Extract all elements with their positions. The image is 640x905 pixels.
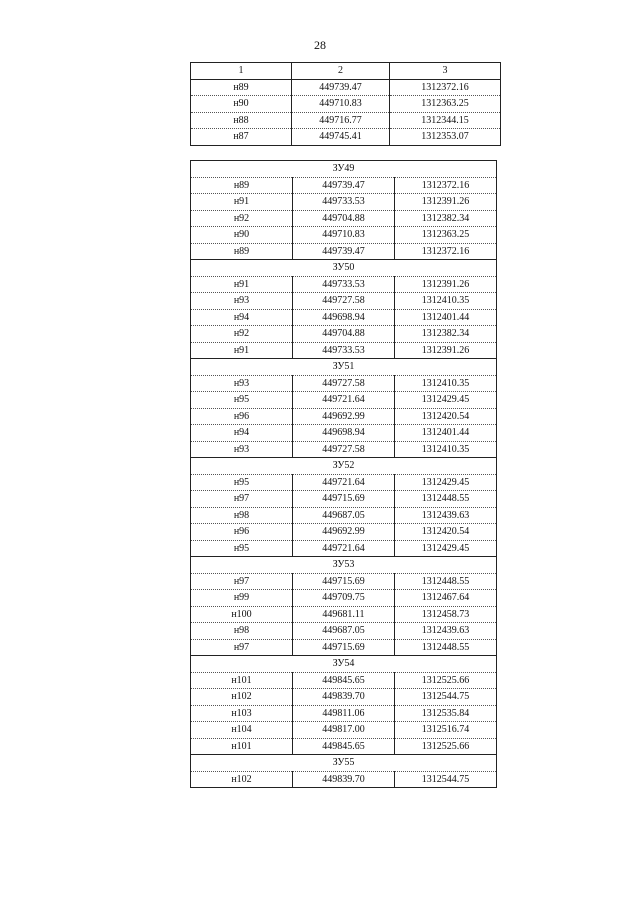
x-coordinate: 449704.88 <box>293 210 395 227</box>
point-label: н89 <box>191 243 293 260</box>
table-row <box>191 408 497 425</box>
point-label: н98 <box>191 507 293 524</box>
table-header-row <box>191 63 501 80</box>
x-coordinate: 449817.00 <box>293 722 395 739</box>
section-title: ЗУ50 <box>191 260 497 277</box>
page-number: 28 <box>314 38 326 52</box>
table-row <box>191 79 501 96</box>
y-coordinate: 1312382.34 <box>395 326 497 343</box>
section-title-row <box>191 656 497 673</box>
x-coordinate: 449715.69 <box>293 491 395 508</box>
x-coordinate: 449692.99 <box>293 408 395 425</box>
table-row <box>191 112 501 129</box>
point-label: н89 <box>191 79 292 96</box>
table-row <box>191 672 497 689</box>
section-title: ЗУ49 <box>191 161 497 178</box>
table-row <box>191 96 501 113</box>
point-label: н102 <box>191 771 293 788</box>
x-coordinate: 449739.47 <box>293 243 395 260</box>
x-coordinate: 449733.53 <box>293 342 395 359</box>
point-label: н97 <box>191 639 293 656</box>
y-coordinate: 1312382.34 <box>395 210 497 227</box>
x-coordinate: 449710.83 <box>293 227 395 244</box>
table-row <box>191 573 497 590</box>
point-label: н93 <box>191 441 293 458</box>
table-row <box>191 177 497 194</box>
point-label: н88 <box>191 112 292 129</box>
x-coordinate: 449715.69 <box>293 573 395 590</box>
y-coordinate: 1312448.55 <box>395 491 497 508</box>
y-coordinate: 1312448.55 <box>395 573 497 590</box>
x-coordinate: 449698.94 <box>293 309 395 326</box>
table-row <box>191 326 497 343</box>
point-label: н99 <box>191 590 293 607</box>
x-coordinate: 449721.64 <box>293 474 395 491</box>
section-title-row <box>191 359 497 376</box>
y-coordinate: 1312401.44 <box>395 425 497 442</box>
y-coordinate: 1312420.54 <box>395 408 497 425</box>
y-coordinate: 1312401.44 <box>395 309 497 326</box>
y-coordinate: 1312363.25 <box>395 227 497 244</box>
x-coordinate: 449745.41 <box>292 129 390 146</box>
y-coordinate: 1312516.74 <box>395 722 497 739</box>
x-coordinate: 449709.75 <box>293 590 395 607</box>
y-coordinate: 1312344.15 <box>390 112 501 129</box>
x-coordinate: 449811.06 <box>293 705 395 722</box>
land-plots-coordinates-table <box>190 160 497 788</box>
x-coordinate: 449727.58 <box>293 375 395 392</box>
y-coordinate: 1312391.26 <box>395 276 497 293</box>
point-label: н97 <box>191 573 293 590</box>
table-row <box>191 129 501 146</box>
y-coordinate: 1312525.66 <box>395 672 497 689</box>
x-coordinate: 449733.53 <box>293 194 395 211</box>
table-row <box>191 606 497 623</box>
table-row <box>191 276 497 293</box>
y-coordinate: 1312429.45 <box>395 540 497 557</box>
table-row <box>191 194 497 211</box>
x-coordinate: 449839.70 <box>293 771 395 788</box>
section-title-row <box>191 755 497 772</box>
point-label: н100 <box>191 606 293 623</box>
table-row <box>191 210 497 227</box>
x-coordinate: 449710.83 <box>292 96 390 113</box>
point-label: н93 <box>191 375 293 392</box>
point-label: н91 <box>191 276 293 293</box>
y-coordinate: 1312429.45 <box>395 474 497 491</box>
x-coordinate: 449845.65 <box>293 672 395 689</box>
column-header-1: 1 <box>191 63 292 80</box>
y-coordinate: 1312439.63 <box>395 623 497 640</box>
point-label: н104 <box>191 722 293 739</box>
table-row <box>191 243 497 260</box>
section-title-row <box>191 260 497 277</box>
section-title: ЗУ53 <box>191 557 497 574</box>
y-coordinate: 1312535.84 <box>395 705 497 722</box>
table-row <box>191 689 497 706</box>
table-row <box>191 375 497 392</box>
point-label: н89 <box>191 177 293 194</box>
table-row <box>191 507 497 524</box>
table-row <box>191 771 497 788</box>
coordinates-table-continued <box>190 62 501 146</box>
y-coordinate: 1312544.75 <box>395 771 497 788</box>
x-coordinate: 449727.58 <box>293 293 395 310</box>
table-row <box>191 738 497 755</box>
table-row <box>191 425 497 442</box>
table-row <box>191 491 497 508</box>
y-coordinate: 1312525.66 <box>395 738 497 755</box>
point-label: н96 <box>191 524 293 541</box>
point-label: н97 <box>191 491 293 508</box>
x-coordinate: 449839.70 <box>293 689 395 706</box>
point-label: н95 <box>191 474 293 491</box>
point-label: н91 <box>191 342 293 359</box>
point-label: н93 <box>191 293 293 310</box>
x-coordinate: 449698.94 <box>293 425 395 442</box>
y-coordinate: 1312448.55 <box>395 639 497 656</box>
point-label: н94 <box>191 425 293 442</box>
y-coordinate: 1312391.26 <box>395 342 497 359</box>
x-coordinate: 449687.05 <box>293 623 395 640</box>
section-title-row <box>191 557 497 574</box>
point-label: н95 <box>191 392 293 409</box>
column-header-3: 3 <box>390 63 501 80</box>
point-label: н92 <box>191 326 293 343</box>
y-coordinate: 1312420.54 <box>395 524 497 541</box>
point-label: н96 <box>191 408 293 425</box>
y-coordinate: 1312429.45 <box>395 392 497 409</box>
table-row <box>191 293 497 310</box>
table-row <box>191 590 497 607</box>
x-coordinate: 449721.64 <box>293 540 395 557</box>
point-label: н95 <box>191 540 293 557</box>
y-coordinate: 1312372.16 <box>395 177 497 194</box>
x-coordinate: 449687.05 <box>293 507 395 524</box>
table-row <box>191 639 497 656</box>
point-label: н94 <box>191 309 293 326</box>
section-title: ЗУ51 <box>191 359 497 376</box>
x-coordinate: 449692.99 <box>293 524 395 541</box>
column-header-2: 2 <box>292 63 390 80</box>
table-row <box>191 623 497 640</box>
table-row <box>191 342 497 359</box>
table-row <box>191 227 497 244</box>
section-title-row <box>191 458 497 475</box>
section-title-row <box>191 161 497 178</box>
x-coordinate: 449681.11 <box>293 606 395 623</box>
table-row <box>191 540 497 557</box>
point-label: н103 <box>191 705 293 722</box>
y-coordinate: 1312363.25 <box>390 96 501 113</box>
y-coordinate: 1312439.63 <box>395 507 497 524</box>
x-coordinate: 449721.64 <box>293 392 395 409</box>
point-label: н101 <box>191 738 293 755</box>
y-coordinate: 1312391.26 <box>395 194 497 211</box>
y-coordinate: 1312372.16 <box>390 79 501 96</box>
x-coordinate: 449727.58 <box>293 441 395 458</box>
point-label: н102 <box>191 689 293 706</box>
y-coordinate: 1312410.35 <box>395 375 497 392</box>
table-row <box>191 441 497 458</box>
y-coordinate: 1312467.64 <box>395 590 497 607</box>
x-coordinate: 449704.88 <box>293 326 395 343</box>
x-coordinate: 449733.53 <box>293 276 395 293</box>
section-title: ЗУ55 <box>191 755 497 772</box>
table-row <box>191 722 497 739</box>
point-label: н91 <box>191 194 293 211</box>
table-row <box>191 705 497 722</box>
point-label: н92 <box>191 210 293 227</box>
point-label: н101 <box>191 672 293 689</box>
table-row <box>191 474 497 491</box>
y-coordinate: 1312353.07 <box>390 129 501 146</box>
y-coordinate: 1312544.75 <box>395 689 497 706</box>
x-coordinate: 449739.47 <box>293 177 395 194</box>
point-label: н87 <box>191 129 292 146</box>
point-label: н98 <box>191 623 293 640</box>
x-coordinate: 449845.65 <box>293 738 395 755</box>
y-coordinate: 1312372.16 <box>395 243 497 260</box>
section-title: ЗУ54 <box>191 656 497 673</box>
x-coordinate: 449715.69 <box>293 639 395 656</box>
point-label: н90 <box>191 227 293 244</box>
section-title: ЗУ52 <box>191 458 497 475</box>
table-row <box>191 309 497 326</box>
y-coordinate: 1312458.73 <box>395 606 497 623</box>
y-coordinate: 1312410.35 <box>395 293 497 310</box>
y-coordinate: 1312410.35 <box>395 441 497 458</box>
point-label: н90 <box>191 96 292 113</box>
table-row <box>191 524 497 541</box>
x-coordinate: 449716.77 <box>292 112 390 129</box>
table-row <box>191 392 497 409</box>
x-coordinate: 449739.47 <box>292 79 390 96</box>
